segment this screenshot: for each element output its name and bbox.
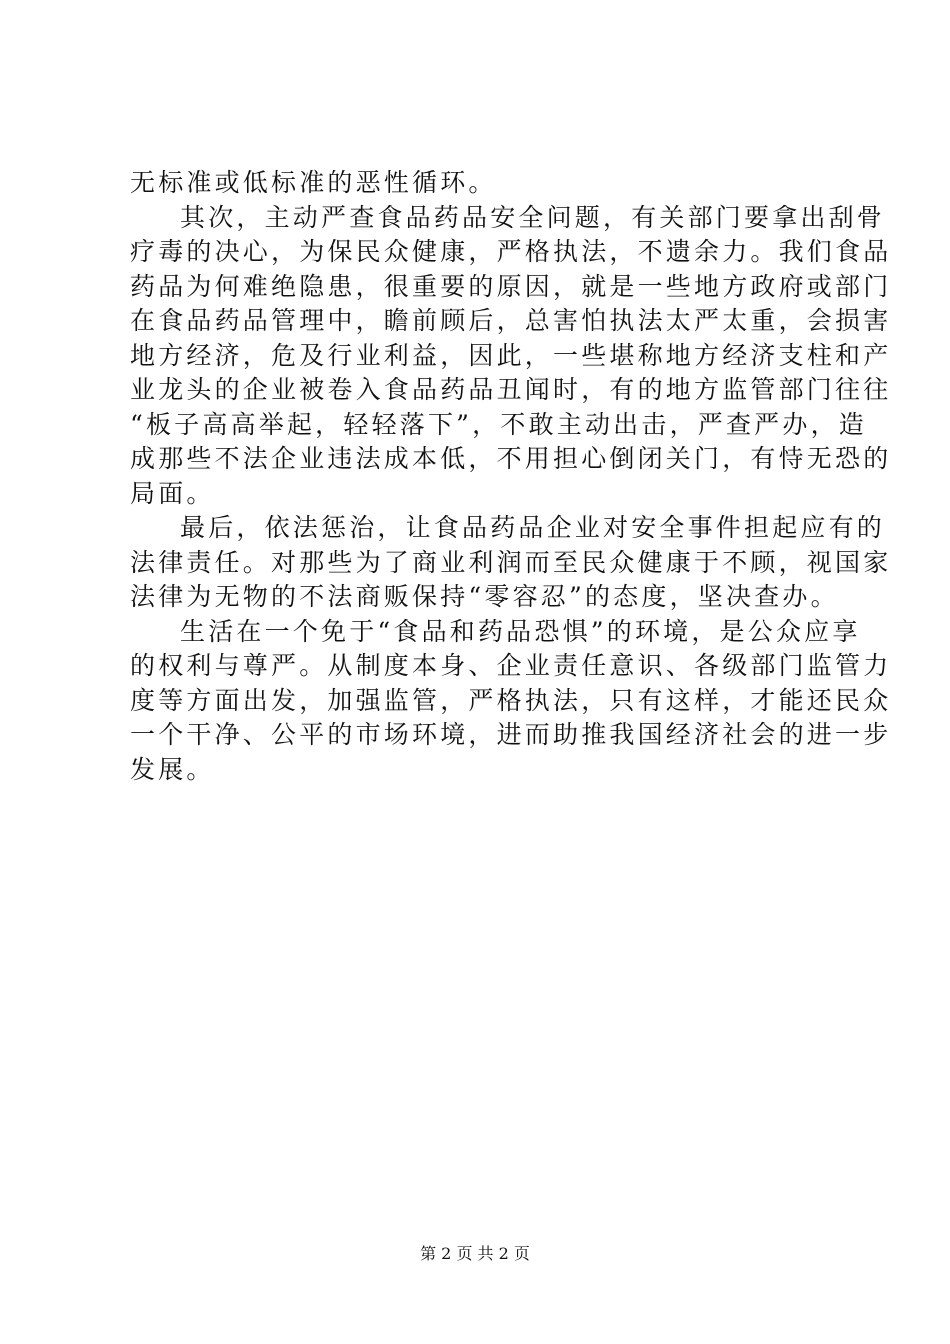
text-line: 疗毒的决心，为保民众健康，严格执法，不遗余力。我们食品 xyxy=(130,237,892,266)
text-line: 局面。 xyxy=(130,478,215,508)
text-line: 的权利与尊严。从制度本身、企业责任意识、各级部门监管力 xyxy=(130,651,892,680)
page-footer xyxy=(0,1244,950,1264)
paragraph-start-line: 其次，主动严查食品药品安全问题，有关部门要拿出刮骨 xyxy=(180,202,886,232)
page-number-label: 第 2 页 共 2 页 xyxy=(420,1244,530,1263)
text-line: 药品为何难绝隐患，很重要的原因，就是一些地方政府或部门 xyxy=(130,271,892,301)
text-line: 度等方面出发，加强监管，严格执法，只有这样，才能还民众 xyxy=(130,685,892,715)
text-line: 发展。 xyxy=(130,754,215,784)
text-line: 在食品药品管理中，瞻前顾后，总害怕执法太严太重，会损害 xyxy=(130,306,892,335)
text-line: 无标准或低标准的恶性循环。 xyxy=(130,168,497,197)
text-line: 业龙头的企业被卷入食品药品丑闻时，有的地方监管部门往往 xyxy=(130,375,892,404)
text-line: 地方经济，危及行业利益，因此，一些堪称地方经济支柱和产 xyxy=(130,340,892,370)
text-line: 法律责任。对那些为了商业利润而至民众健康于不顾，视国家 xyxy=(130,547,892,577)
text-line: 成那些不法企业违法成本低，不用担心倒闭关门，有恃无恐的 xyxy=(130,444,892,473)
text-line: “板子高高举起，轻轻落下”，不敢主动出击，严查严办，造 xyxy=(130,409,867,439)
text-line: 一个干净、公平的市场环境，进而助推我国经济社会的进一步 xyxy=(130,720,892,749)
paragraph-start-line: 最后，依法惩治，让食品药品企业对安全事件担起应有的 xyxy=(180,513,886,542)
document-body xyxy=(130,166,892,787)
paragraph-start-line: 生活在一个免于“食品和药品恐惧”的环境，是公众应享 xyxy=(180,616,861,646)
text-line: 法律为无物的不法商贩保持“零容忍”的态度，坚决查办。 xyxy=(130,582,839,611)
